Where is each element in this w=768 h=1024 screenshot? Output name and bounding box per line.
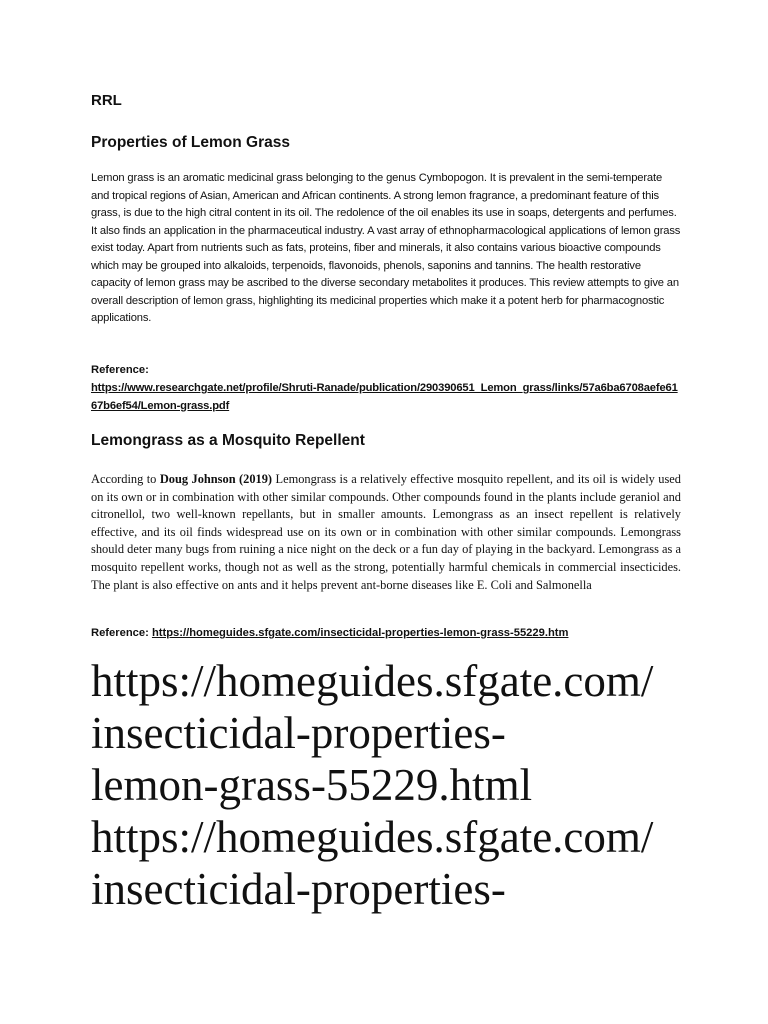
large-url-line: https://homeguides.sfgate.com/ <box>91 812 654 862</box>
large-url-line: insecticidal-properties- <box>91 708 506 758</box>
section-title-properties: Properties of Lemon Grass <box>91 134 290 151</box>
reference-label-2: Reference: <box>91 627 152 639</box>
section-title-mosquito: Lemongrass as a Mosquito Repellent <box>91 432 365 449</box>
reference-link-sfgate[interactable]: https://homeguides.sfgate.com/insecticidal-properties-lemon-grass-55229.htm <box>151 627 569 639</box>
mosquito-body: Lemongrass is a relatively effective mosquito repellent, and its oil is widely used on its own or in combination with other similar compounds. Other compounds found in the plants include geraniol and citronellol, two well-known repellants, but in smaller amounts. Lemongrass as an insect repellent is relatively effective, and its oil finds widespread use on its own or in combination with other similar compounds. Lemongrass should deter many bugs from ruining a nice night on the deck or a fun day of playing in the backyard. Lemongrass as a mosquito repellent works, though not as well as the strong, potentially harmful chemicals in commercial insecticides. The plant is also effective on ants and it helps prevent ant-borne diseases like E. Coli and Salmonella <box>91 472 681 592</box>
rrl-heading: RRL <box>91 92 122 109</box>
mosquito-paragraph <box>91 471 681 594</box>
large-url-line: https://homeguides.sfgate.com/ <box>91 656 654 706</box>
large-url-block <box>91 655 751 915</box>
large-url-line: insecticidal-properties- <box>91 864 506 914</box>
reference-link-researchgate[interactable]: https://www.researchgate.net/profile/Shruti-Ranade/publication/290390651_Lemon_grass/links/57a6ba6708aefe6167b6ef54/Lemon-grass.pdf <box>91 382 678 412</box>
citation-author: Doug Johnson (2019) <box>159 472 273 486</box>
mosquito-intro: According to <box>91 472 160 486</box>
reference-line-2 <box>91 625 568 643</box>
reference-label-1: Reference: <box>91 364 149 376</box>
properties-paragraph: Lemon grass is an aromatic medicinal grass belonging to the genus Cymbopogon. It is prevalent in the semi-temperate and tropical regions of Asian, American and African continents. A strong lemon fragrance, a predominant feature of this grass, is due to the high citral content in its oil. The redolence of the oil enables its use in soaps, detergents and perfumes. It also finds an application in the pharmaceutical industry. A vast array of ethnopharmacological applications of lemon grass exist today. Apart from nutrients such as fats, proteins, fiber and minerals, it also contains various bioactive compounds which may be grouped into alkaloids, terpenoids, flavonoids, phenols, saponins and tannins. The health restorative capacity of lemon grass may be ascribed to the diverse secondary metabolites it produces. This review attempts to give an overall description of lemon grass, highlighting its medicinal properties which make it a potent herb for pharmacognostic applications. <box>91 172 681 324</box>
large-url-line: lemon-grass-55229.html <box>91 760 533 810</box>
